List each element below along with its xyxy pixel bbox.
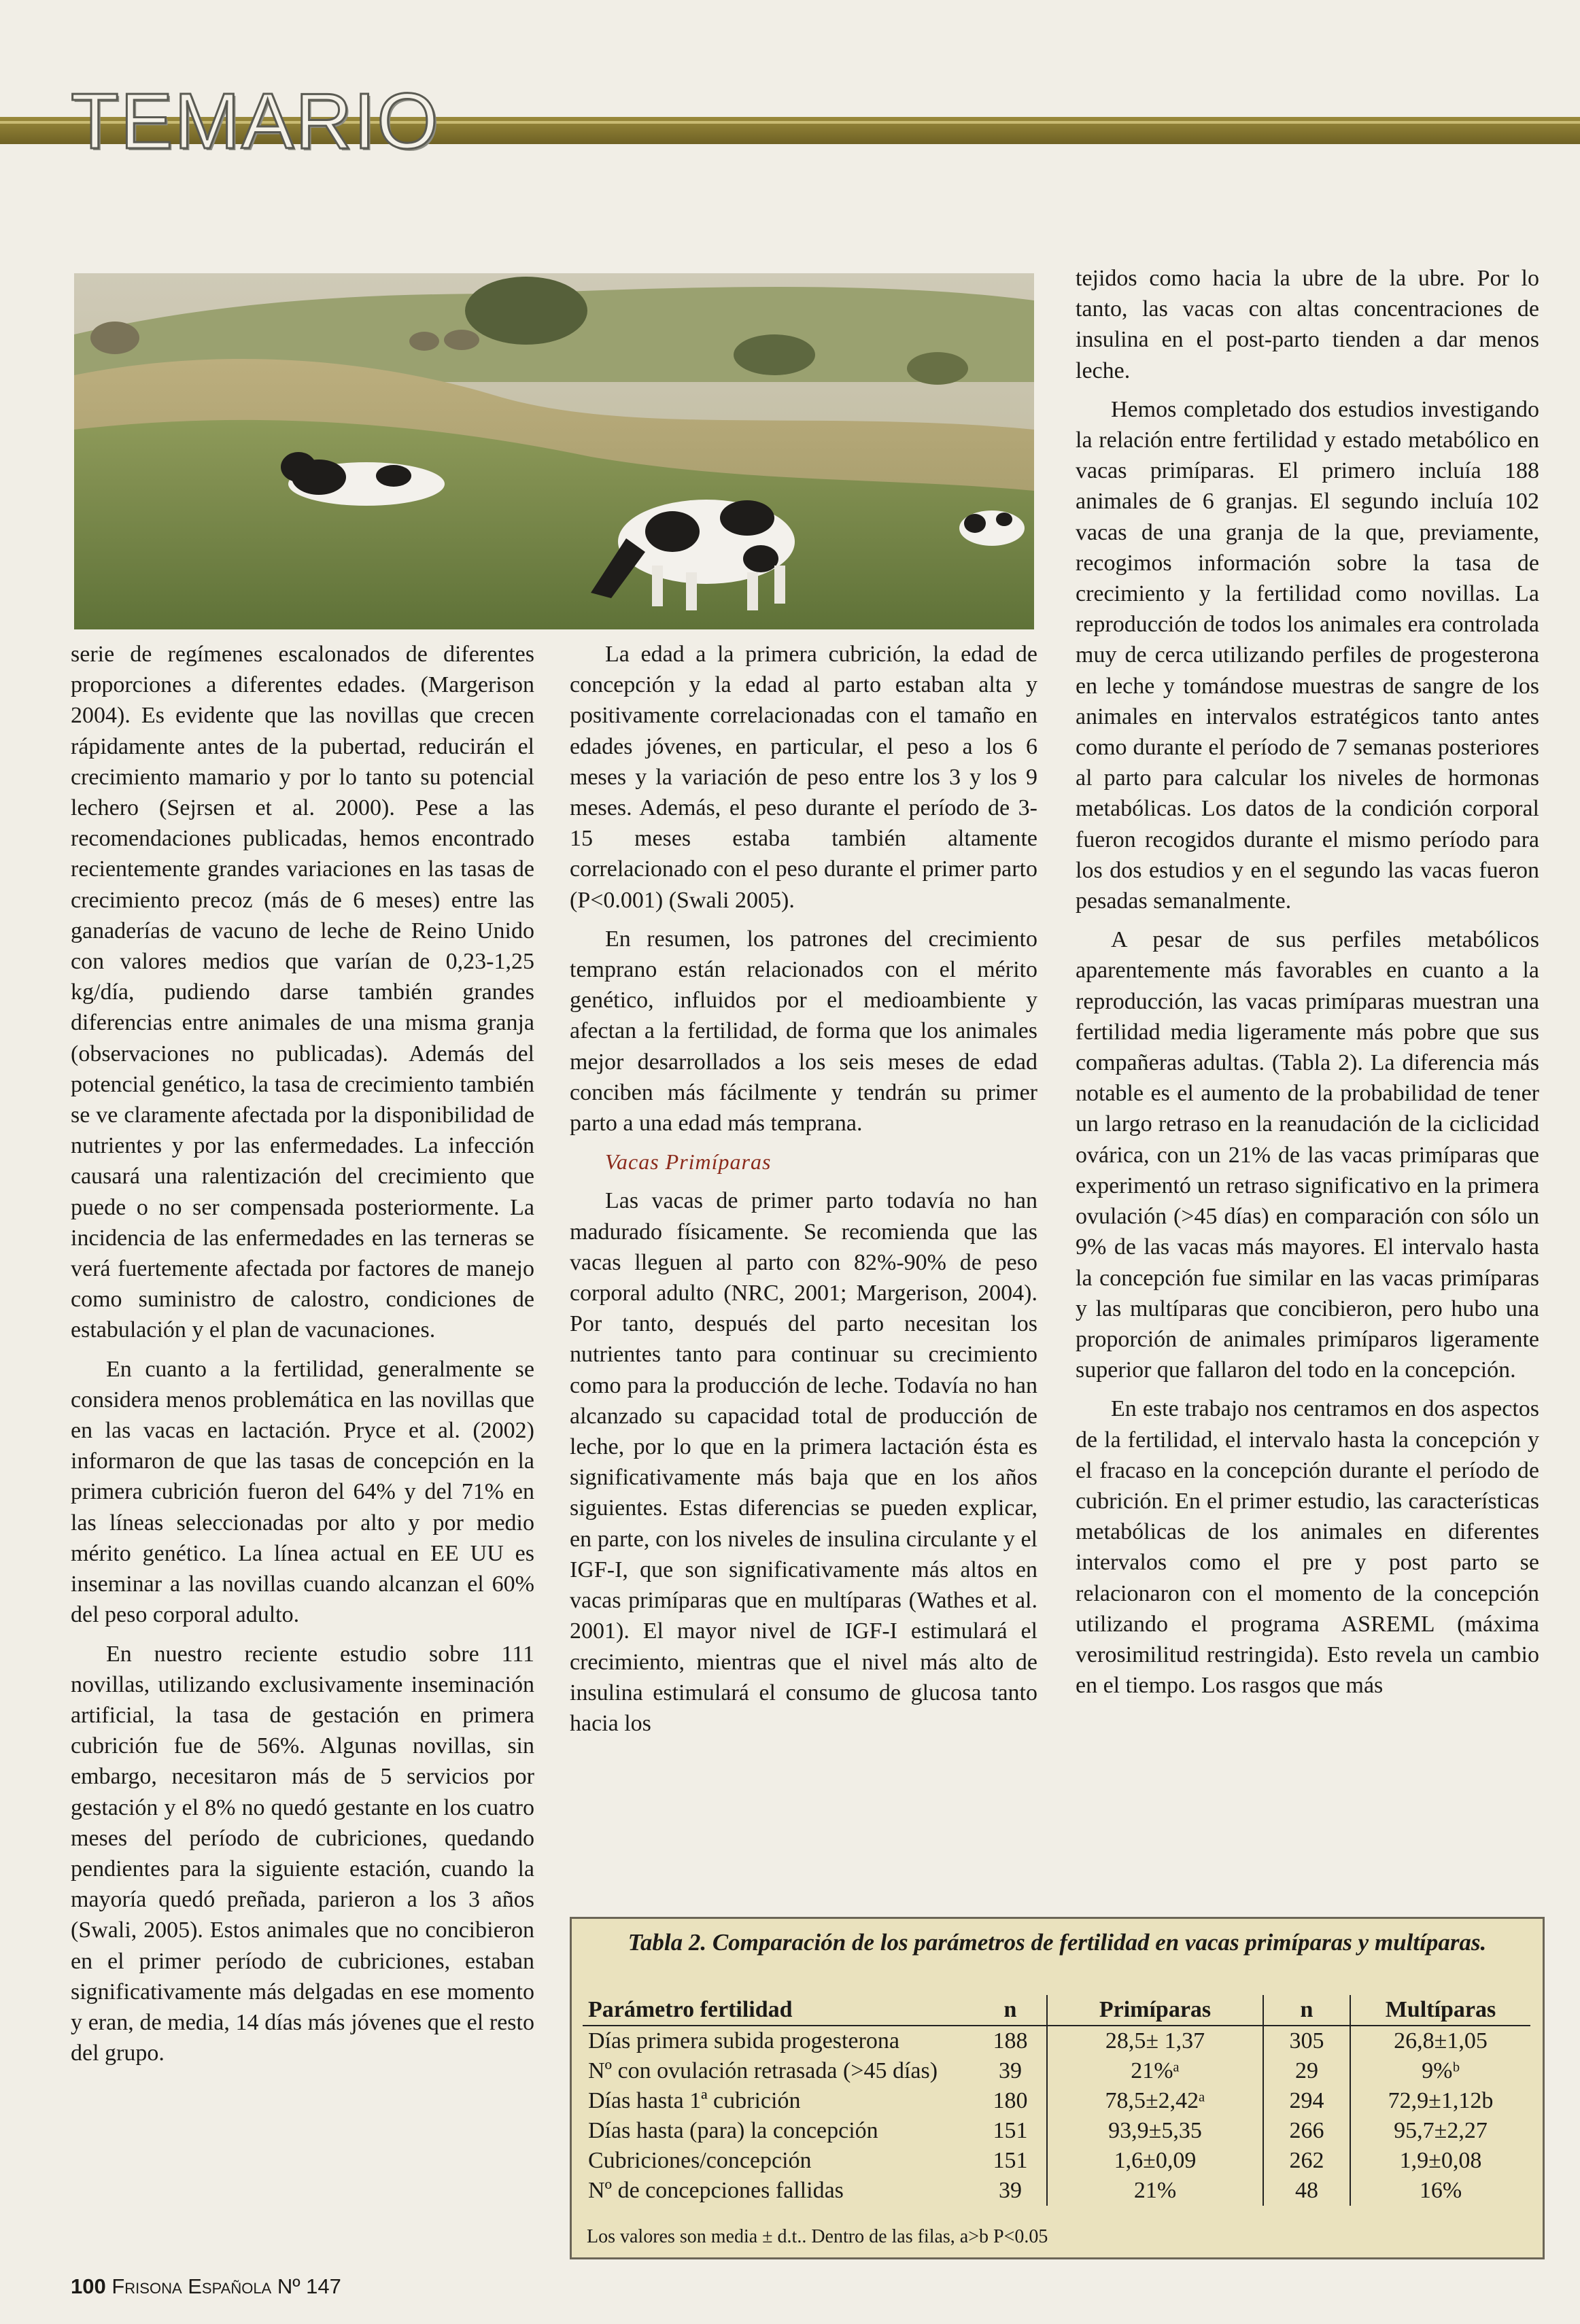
table-cell: 151 [993,2118,1028,2143]
magazine-name: Frisona Española [111,2274,272,2298]
table-cell: 1,6±0,09 [1047,2146,1263,2176]
column-left [71,639,534,2068]
table-row [583,2026,1530,2056]
cow-lying-right [959,510,1025,546]
table-cell: 305 [1263,2026,1350,2056]
paragraph: serie de regímenes escalonados de diferentes proporciones a diferentes edades. (Margerison 2004). Es evidente que las novillas que crecen rápidamente antes de la pubertad, reducirán el crecimiento mamario y por lo tanto su potencial lechero (Sejrsen et al. 2000). Pese a las recomendaciones publicadas, hemos encontrado recientemente grandes variaciones en las tasas de crecimiento precoz (más de 6 meses) entre las ganaderías de vacuno de leche de Reino Unido con valores medios que varían de 0,23-1,25 kg/día, pudiendo darse también grandes diferencias entre animales de una misma granja (observaciones no publicadas). Además del potencial genético, la tasa de crecimiento también se ve claramente afectada por la disponibilidad de nutrientes y por las enfermedades. La infección causará una ralentización del crecimiento que puede o no ser compensada posteriormente. La incidencia de las enfermedades en las terneras se verá fuertemente afectada por factores de manejo como suministro de calostro, condiciones de estabulación y el plan de vacunaciones. [71,642,534,1343]
cattle-photo [74,273,1034,629]
table-header: n [974,1995,1047,2026]
table-header: Multíparas [1350,1995,1530,2026]
table-cell: 28,5± 1,37 [1047,2026,1263,2056]
column-middle [570,639,1037,1739]
paragraph: Hemos completado dos estudios investigando la relación entre fertilidad y estado metabólico en vacas primíparas. El primero incluía 188 animales de 6 granjas. El segundo incluía 102 vacas de una granja de la que, previamente, recogimos información sobre la tasa de crecimiento y la fertilidad como novillas. La reproducción de todos los animales era controlada muy de cerca utilizando perfiles de progesterona en leche y tomándose muestras de sangre de los animales en intervalos estratégicos tanto antes como durante el período de 7 semanas posteriores al parto para calcular los niveles de hormonas metabólicas. Los datos de la condición corporal fueron recogidos durante el mismo período para los dos estudios y en el segundo las vacas fueron pesadas semanalmente. [1076,396,1539,914]
table-cell: 26,8±1,05 [1350,2026,1530,2056]
table-row [583,2056,1530,2086]
paragraph: A pesar de sus perfiles metabólicos aparentemente más favorables en cuanto a la reproducción, las vacas primíparas muestran una fertilidad media ligeramente más pobre que sus compañeras adultas. (Tabla 2). La diferencia más notable es el aumento de la probabilidad de tener un largo retraso en la reanudación de la ciclicidad ovárica, con un 21% de las vacas primíparas que experimentó un retraso significativo en la primera ovulación (>45 días) en comparación con sólo un 9% de las vacas más mayores. El intervalo hasta la concepción fue similar en las vacas primíparas y las multíparas que concibieron, pero hubo una proporción de animales primíparos ligeramente superior que fallaron del todo en la concepción. [1076,927,1539,1383]
fertility-table [570,1917,1545,2259]
table-cell: 188 [974,2026,1047,2056]
paragraph: La edad a la primera cubrición, la edad de concepción y la edad al parto estaban alta y positivamente correlacionadas con el tamaño en edades jóvenes, en particular, el peso a los 6 meses y la variación de peso entre los 3 y los 9 meses. Además, el peso durante el período de 3-15 meses estaba también altamente correlacionado con el peso durante el primer parto (P<0.001) (Swali 2005). [570,642,1037,913]
table-header: Primíparas [1047,1995,1263,2026]
table-cell: 16% [1350,2176,1530,2206]
table-cell: 151 [993,2148,1028,2173]
table-cell: Cubriciones/concepción [588,2148,812,2173]
paragraph: En nuestro reciente estudio sobre 111 novillas, utilizando exclusivamente inseminación artificial, la tasa de gestación en primera cubrición fue de 56%. Algunas novillas, sin embargo, necesitaron más de 5 servicios por gestación y el 8% no quedó gestante en los cuatro meses del período de cubriciones, quedando pendientes para la siguiente estación, cuando la mayoría quedó preñada, parieron a los 3 años (Swali, 2005). Estos animales que no concibieron en el primer período de cubriciones, estaban significativamente más delgadas en ese momento y eran, de media, 14 días más jóvenes que el resto del grupo. [71,1641,534,2066]
table-header: n [1263,1995,1350,2026]
table-cell: 95,7±2,27 [1350,2116,1530,2146]
table-cell: 266 [1263,2116,1350,2146]
table-cell: 21% [1047,2176,1263,2206]
table-cell: 21%ᵃ [1047,2056,1263,2086]
table-row [583,2086,1530,2116]
table-row [583,2116,1530,2146]
table-cell: Días primera subida progesterona [583,2026,974,2056]
table-cell: Días hasta 1ª cubrición [588,2088,801,2113]
subheading: Vacas Primíparas [605,1149,772,1175]
page-footer [71,2274,341,2299]
table-note: Los valores son media ± d.t.. Dentro de las filas, a>b P<0.05 [587,2226,1048,2247]
table-caption: Tabla 2. Comparación de los parámetros de fertilidad en vacas primíparas y multíparas. [628,1929,1487,1956]
table-header-row [583,1995,1530,2026]
issue-number: Nº 147 [277,2274,341,2298]
table-header: Parámetro fertilidad [583,1995,974,2026]
table-cell: 262 [1263,2146,1350,2176]
pasture-illustration [74,273,1034,629]
paragraph: En cuanto a la fertilidad, generalmente se considera menos problemática en las novillas que en las vacas en lactación. Pryce et al. (2002) informaron de que las tasas de concepción en la primera cubrición fueron del 64% y del 71% en las líneas seleccionadas por alto y por medio mérito genético. La línea actual en EE UU es inseminar a las novillas cuando alcanzan el 60% del peso corporal adulto. [71,1356,534,1628]
table-cell: 72,9±1,12b [1350,2086,1530,2116]
table-cell: 29 [1263,2056,1350,2086]
paragraph: En resumen, los patrones del crecimiento temprano están relacionados con el mérito genético, influidos por el medioambiente y afectan a la fertilidad, de forma que los animales mejor desarrollados a los seis meses de edad conciben más fácilmente y tendrán su primer parto a una edad más temprana. [570,926,1037,1137]
table-cell: 1,9±0,08 [1350,2146,1530,2176]
table-cell: Nº con ovulación retrasada (>45 días) [588,2058,938,2083]
page-number: 100 [71,2274,106,2298]
table-cell: 294 [1263,2086,1350,2116]
table-cell: 180 [993,2088,1028,2113]
table [583,1995,1530,2206]
table-row [583,2176,1530,2206]
table-cell: 9%ᵇ [1350,2056,1530,2086]
paragraph: En este trabajo nos centramos en dos aspectos de la fertilidad, el intervalo hasta la concepción y el fracaso en la concepción durante el período de cubrición. En el primer estudio, las características metabólicas de los animales en diferentes intervalos como el pre y post parto se relacionaron con el momento de la concepción utilizando el programa ASREML (máxima verosimilitud restringida). Esto revela un cambio en el tiempo. Los rasgos que más [1076,1396,1539,1699]
table-cell: Nº de concepciones fallidas [588,2178,844,2203]
section-title: TEMARIO [71,77,440,165]
table-cell: 39 [999,2058,1022,2083]
paragraph: tejidos como hacia la ubre de la ubre. Por lo tanto, las vacas con altas concentraciones de insulina en el post-parto tienden a dar menos leche. [1076,266,1539,383]
paragraph: Las vacas de primer parto todavía no han madurado físicamente. Se recomienda que las vacas lleguen al parto con 82%-90% de peso corporal adulto (NRC, 2001; Margerison, 2004). Por tanto, después del parto necesitan los nutrientes tanto para continuar su crecimiento como para la producción de leche. Todavía no han alcanzado su capacidad total de producción de leche, por lo que en la primera lactación ésta es significativamente más baja que en los años siguientes. Estas diferencias se pueden explicar, en parte, con los niveles de insulina circulante y el IGF-I, que son significativamente más altos en vacas primíparas que en multíparas (Wathes et al. 2001). El mayor nivel de IGF-I estimulará el crecimiento, mientras que el nivel más alto de insulina estimulará el consumo de glucosa tanto hacia los [570,1188,1037,1736]
table-cell: 78,5±2,42ᵃ [1047,2086,1263,2116]
table-cell: 93,9±5,35 [1047,2116,1263,2146]
column-right [1076,263,1539,1701]
table-cell: 48 [1263,2176,1350,2206]
table-cell: Días hasta (para) la concepción [588,2118,878,2143]
table-cell: 39 [999,2178,1022,2203]
table-row [583,2146,1530,2176]
